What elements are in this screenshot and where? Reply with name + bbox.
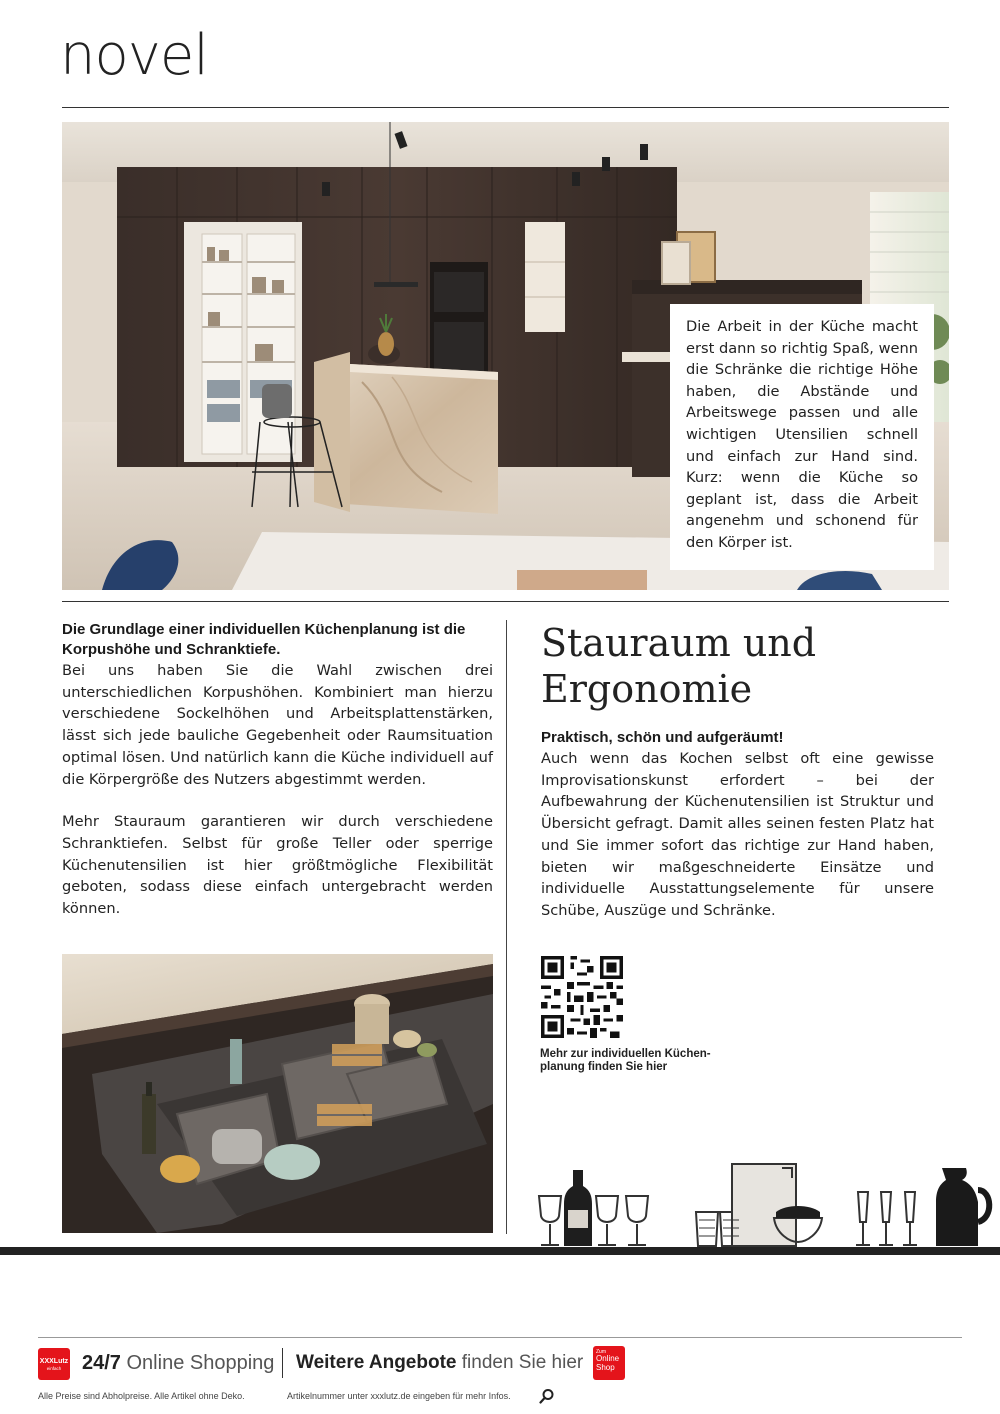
- article-number-note: Artikelnummer unter xxxlutz.de eingeben für mehr Infos.: [287, 1391, 511, 1401]
- left-paragraph-2: Mehr Stauraum garantieren wir durch verschiedene Schranktiefen. Selbst für große Teller oder sperrige Küchenutensilien ist hier größtmögliche Flexibilität geboten, sodass diese einfach untergebracht werden können.: [62, 813, 493, 918]
- more-offers-link[interactable]: [296, 1351, 583, 1375]
- xxxlutz-logo[interactable]: [38, 1348, 70, 1380]
- section-rule: [62, 601, 949, 602]
- logo-subtext: einfach: [46, 1366, 62, 1371]
- hero-callout-text: Die Arbeit in der Küche macht erst dann so richtig Spaß, wenn die Schränke die richtige Höhe haben, die Abstände und Arbeitswege passen und alle wichtigen Utensilien schnell und einfach zur Hand sind. Kurz: wenn die Küche so geplant ist, dass die Arbeit angenehm und schonend für den Körper ist.: [670, 304, 934, 570]
- logo-text: XXXLutz: [39, 1358, 69, 1365]
- more-offers-bold: Weitere Angebote: [296, 1352, 457, 1373]
- footer-separator: [282, 1348, 283, 1378]
- left-paragraph-1: Bei uns haben Sie die Wahl zwischen drei unterschiedlichen Korpushöhen. Kombiniert man hierzu verschiedene Sockelhöhen und Arbeitsplattenstärken, lässt sich jede bauliche Gegebenheit oder Raumsituation optimal lösen. Und natürlich kann die Küche individuell auf die Körpergröße des Nutzers abgestimmt werden.: [62, 662, 493, 788]
- footer-rule: [38, 1337, 962, 1338]
- shop-button-line-3: Shop: [596, 1362, 615, 1372]
- shelf-illustration: [0, 1160, 1000, 1256]
- hero-kitchen-image: [62, 122, 949, 590]
- qr-caption-line-2: planung finden Sie hier: [540, 1061, 668, 1073]
- online-shopping-text: Online Shopping: [126, 1352, 275, 1374]
- shop-button-line-2: Online: [596, 1354, 620, 1363]
- online-shopping-label: [82, 1351, 274, 1375]
- heading-line-1: Stauraum und: [541, 621, 817, 665]
- header-rule: [62, 107, 949, 108]
- right-lead: Praktisch, schön und aufgeräumt!: [541, 729, 784, 746]
- column-divider: [506, 620, 507, 1234]
- right-paragraph: Auch wenn das Kochen selbst oft eine gewisse Improvisationskunst erfordert – bei der Aufbewahrung der Küchenutensilien ist Struktur und Übersicht gefragt. Damit alles seinen festen Platz hat und Sie immer sofort das richtige zur Hand haben, bieten wir maßgeschneiderte Einsätze und individuelle Ausstattungselemente für unsere Schübe, Auszüge und Schränke.: [541, 750, 934, 919]
- price-note: Alle Preise sind Abholpreise. Alle Artikel ohne Deko.: [38, 1391, 245, 1401]
- shop-button-line-1: Zum: [596, 1349, 606, 1355]
- qr-caption-line-1: Mehr zur individuellen Küchen-: [540, 1048, 711, 1060]
- heading-line-2: Ergonomie: [541, 667, 753, 711]
- search-icon[interactable]: [539, 1388, 555, 1404]
- section-heading: [541, 620, 816, 712]
- online-shop-button[interactable]: [593, 1346, 625, 1380]
- right-column: [541, 728, 934, 922]
- left-lead: Die Grundlage einer individuellen Küchenplanung ist die Korpushöhe und Schranktiefe.: [62, 621, 466, 658]
- qr-code-icon[interactable]: [541, 956, 623, 1038]
- brand-logo: novel: [60, 23, 208, 88]
- more-offers-light: finden Sie hier: [461, 1352, 584, 1373]
- left-column: [62, 620, 493, 920]
- hours-badge: 24/7: [82, 1352, 121, 1374]
- qr-caption: [540, 1048, 711, 1074]
